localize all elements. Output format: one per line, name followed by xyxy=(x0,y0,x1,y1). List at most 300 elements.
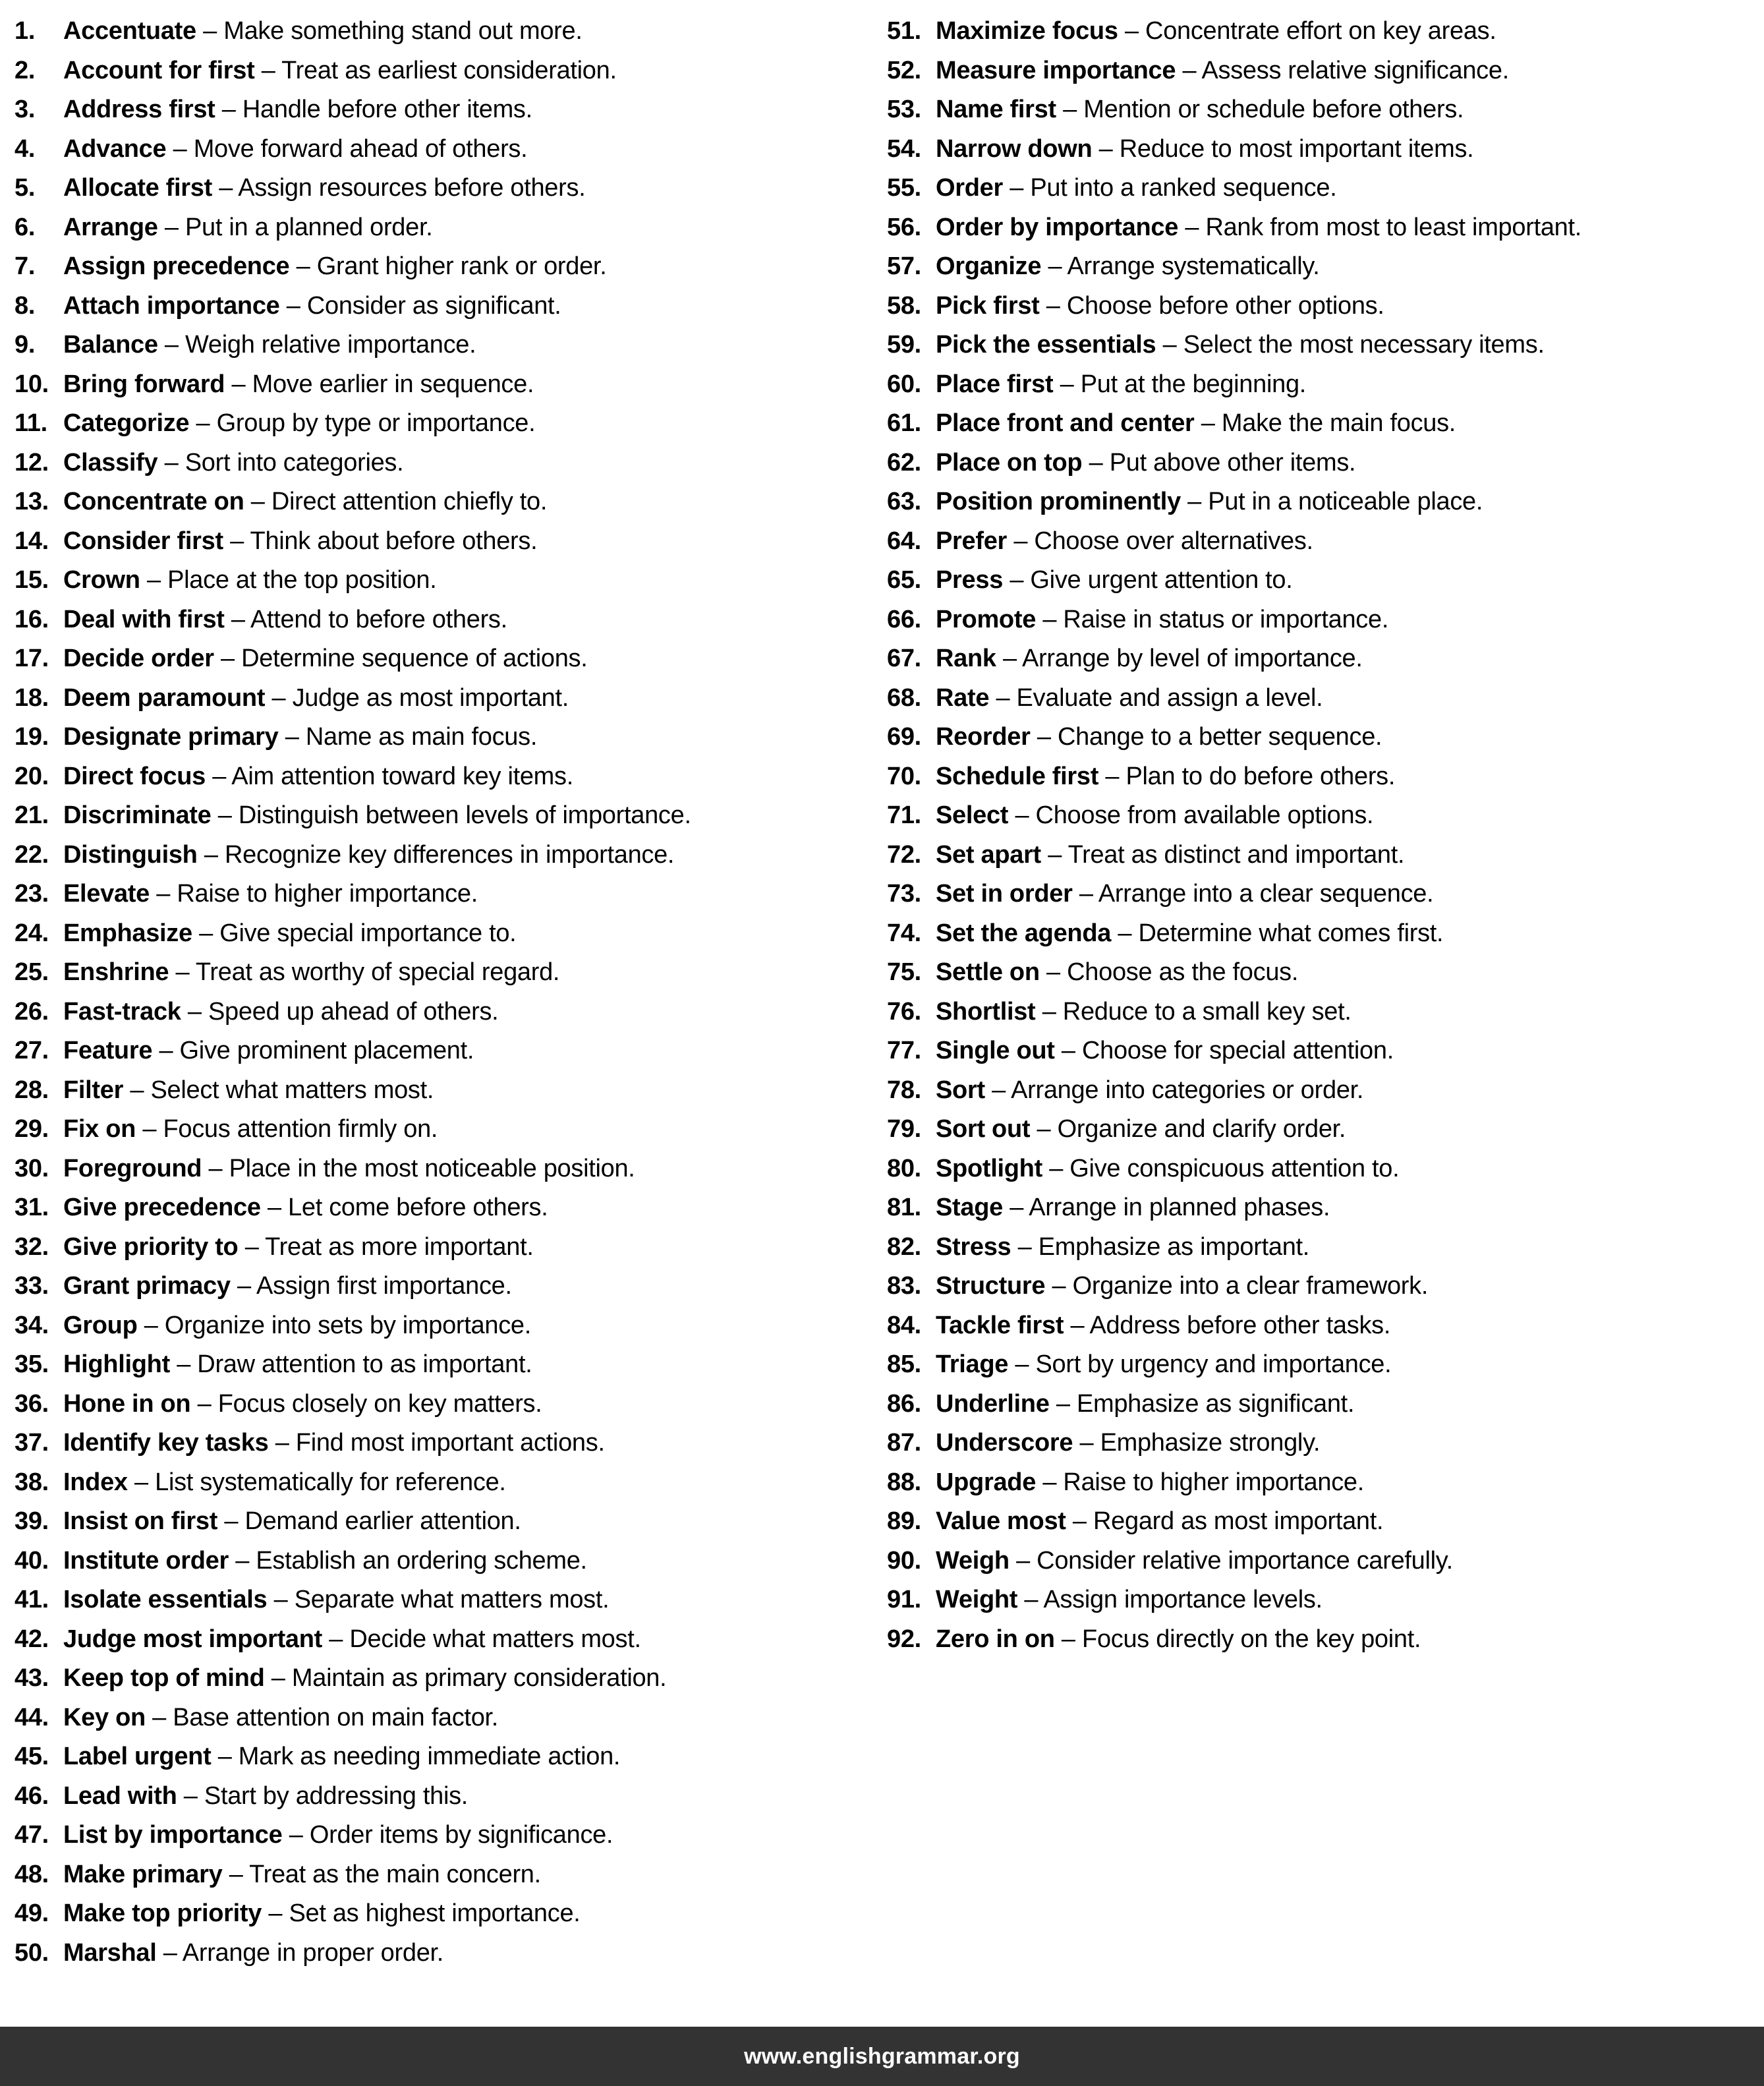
list-item-number: 16. xyxy=(14,605,49,633)
list-item-body xyxy=(63,247,872,287)
list-item xyxy=(887,1345,1757,1385)
list-item xyxy=(887,796,1757,836)
list-item xyxy=(14,1855,872,1895)
list-item-term: Tackle first xyxy=(936,1311,1064,1339)
list-item-definition: Choose for special attention. xyxy=(1082,1037,1394,1064)
list-item-term: Concentrate on xyxy=(63,488,244,515)
list-item-term: Address first xyxy=(63,96,215,123)
list-item-number: 75. xyxy=(887,958,921,986)
list-item-term: Deal with first xyxy=(63,605,225,633)
list-item-dash: – xyxy=(220,645,235,672)
list-item-dash: – xyxy=(1201,409,1215,437)
list-item-term: Discriminate xyxy=(63,801,212,829)
list-item-dash: – xyxy=(217,801,232,829)
list-item-dash: – xyxy=(1042,605,1057,633)
list-item-dash: – xyxy=(275,1429,289,1457)
list-item-body xyxy=(936,1110,1757,1149)
list-item-body xyxy=(936,993,1757,1032)
list-item-number: 35. xyxy=(14,1350,49,1378)
list-item-term: Balance xyxy=(63,331,158,359)
list-item xyxy=(887,1031,1757,1071)
list-item-number: 91. xyxy=(887,1586,921,1613)
list-item-body xyxy=(63,1659,872,1698)
list-item-number: 6. xyxy=(14,213,36,241)
list-item-definition: Decide what matters most. xyxy=(349,1625,641,1653)
list-item-number: 48. xyxy=(14,1860,49,1888)
list-item-definition: Assign resources before others. xyxy=(238,174,586,202)
list-item-definition: Name as main focus. xyxy=(305,723,538,751)
list-item-number: 49. xyxy=(14,1899,49,1927)
list-item xyxy=(14,1031,872,1071)
list-item xyxy=(14,365,872,405)
list-item xyxy=(14,1424,872,1463)
list-item-number: 67. xyxy=(887,645,921,672)
list-item-body xyxy=(936,796,1757,836)
list-item-number: 27. xyxy=(14,1037,49,1064)
list-item-dash: – xyxy=(1042,1468,1057,1496)
list-item xyxy=(887,1502,1757,1542)
list-item-term: Spotlight xyxy=(936,1154,1042,1182)
list-item xyxy=(887,718,1757,757)
list-item-dash: – xyxy=(1061,1037,1075,1064)
list-item-dash: – xyxy=(144,1311,158,1339)
list-item-body xyxy=(63,718,872,757)
list-item-dash: – xyxy=(271,683,286,712)
list-item-term: Institute order xyxy=(63,1546,229,1575)
list-item-body xyxy=(936,51,1757,91)
list-item-dash: – xyxy=(1052,1272,1066,1300)
list-item-body xyxy=(63,639,872,679)
list-item-dash: – xyxy=(217,1743,232,1770)
list-item-term: Advance xyxy=(63,134,167,163)
list-item-dash: – xyxy=(1013,527,1028,555)
list-item-term: Zero in on xyxy=(936,1625,1055,1653)
list-item-number: 24. xyxy=(14,919,49,947)
list-item-body xyxy=(63,1071,872,1111)
list-item-term: Emphasize xyxy=(63,919,192,947)
list-item-number: 90. xyxy=(887,1546,921,1575)
list-item-term: Order by importance xyxy=(936,213,1179,241)
list-item-term: Enshrine xyxy=(63,958,169,986)
list-item-dash: – xyxy=(1098,134,1113,163)
list-item-term: Stress xyxy=(936,1232,1011,1261)
list-item-body xyxy=(63,1110,872,1149)
list-item-number: 3. xyxy=(14,96,36,123)
list-item-term: Accentuate xyxy=(63,17,196,45)
list-item-term: Organize xyxy=(936,252,1042,280)
list-item-term: Classify xyxy=(63,448,158,477)
list-item-term: Name first xyxy=(936,96,1056,123)
list-item-term: Select xyxy=(936,801,1009,829)
list-item xyxy=(14,130,872,169)
list-item-number: 59. xyxy=(887,331,921,359)
list-item-term: Assign precedence xyxy=(63,252,290,280)
list-item-dash: – xyxy=(267,1194,281,1221)
list-item-number: 55. xyxy=(887,174,921,202)
list-item xyxy=(887,365,1757,405)
list-item-definition: Make the main focus. xyxy=(1221,409,1456,437)
list-item-dash: – xyxy=(273,1586,288,1613)
list-item-number: 31. xyxy=(14,1194,49,1221)
list-item-definition: Base attention on main factor. xyxy=(173,1703,499,1731)
list-item-term: Pick first xyxy=(936,291,1040,320)
list-item-number: 66. xyxy=(887,605,921,633)
list-item-term: Set apart xyxy=(936,840,1041,869)
list-item-term: Measure importance xyxy=(936,56,1176,84)
list-item-definition: Put into a ranked sequence. xyxy=(1030,174,1337,202)
list-item-dash: – xyxy=(212,762,227,790)
list-item-term: Make primary xyxy=(63,1860,223,1888)
list-item xyxy=(887,679,1757,718)
list-item-term: Decide order xyxy=(63,645,214,672)
list-item-definition: Choose over alternatives. xyxy=(1034,527,1313,555)
list-item-dash: – xyxy=(1016,1546,1030,1575)
list-item-body xyxy=(936,130,1757,169)
list-item-dash: – xyxy=(229,1860,243,1888)
list-item-number: 13. xyxy=(14,488,49,515)
list-item xyxy=(14,326,872,365)
list-item-term: Set in order xyxy=(936,880,1073,908)
list-item-body xyxy=(936,679,1757,718)
list-item xyxy=(887,130,1757,169)
list-item-body xyxy=(936,482,1757,522)
list-item xyxy=(14,12,872,51)
list-item-definition: Start by addressing this. xyxy=(204,1782,469,1810)
list-item-body xyxy=(63,1894,872,1934)
list-item-term: Key on xyxy=(63,1703,146,1731)
list-item-definition: Organize into a clear framework. xyxy=(1072,1272,1429,1300)
list-item-body xyxy=(63,993,872,1032)
list-item-body xyxy=(63,404,872,444)
list-item-body xyxy=(936,365,1757,405)
list-item-term: Designate primary xyxy=(63,723,279,751)
list-item-term: Position prominently xyxy=(936,488,1181,515)
list-item-number: 70. xyxy=(887,762,921,790)
list-item-number: 62. xyxy=(887,448,921,477)
list-item-dash: – xyxy=(196,409,210,437)
list-item xyxy=(14,404,872,444)
list-item-definition: Give urgent attention to. xyxy=(1030,566,1293,594)
list-item-term: Value most xyxy=(936,1507,1066,1535)
list-item-number: 53. xyxy=(887,96,921,123)
list-item-number: 64. xyxy=(887,527,921,555)
list-item-number: 76. xyxy=(887,997,921,1026)
list-item-number: 19. xyxy=(14,723,49,751)
list-item xyxy=(14,796,872,836)
list-item-dash: – xyxy=(197,1389,212,1418)
list-item xyxy=(14,482,872,522)
list-item-term: Schedule first xyxy=(936,762,1099,790)
list-item xyxy=(887,1228,1757,1267)
list-item-definition: Attend to before others. xyxy=(250,605,507,633)
list-item-number: 1. xyxy=(14,17,36,45)
list-item-body xyxy=(63,1855,872,1895)
list-item-body xyxy=(936,1345,1757,1385)
list-item-body xyxy=(936,1149,1757,1189)
list-item-dash: – xyxy=(1124,17,1139,45)
list-item-definition: Choose before other options. xyxy=(1066,291,1384,320)
list-item-definition: Organize and clarify order. xyxy=(1057,1115,1346,1143)
list-item-dash: – xyxy=(183,1782,198,1810)
list-item xyxy=(887,1542,1757,1581)
list-item-definition: Determine sequence of actions. xyxy=(241,645,588,672)
list-item-number: 23. xyxy=(14,880,49,908)
list-item-term: Reorder xyxy=(936,723,1031,751)
list-item-term: Shortlist xyxy=(936,997,1036,1026)
list-item-number: 57. xyxy=(887,252,921,280)
list-item-number: 4. xyxy=(14,134,36,163)
list-item-definition: Raise to higher importance. xyxy=(1063,1468,1365,1496)
list-item-body xyxy=(63,1385,872,1424)
list-item-dash: – xyxy=(1187,488,1202,515)
list-item-definition: Select the most necessary items. xyxy=(1183,331,1545,359)
list-item-definition: Mention or schedule before others. xyxy=(1083,96,1464,123)
list-item-definition: Grant higher rank or order. xyxy=(316,252,607,280)
list-item xyxy=(887,639,1757,679)
list-item-body xyxy=(63,444,872,483)
list-item-dash: – xyxy=(1060,370,1074,398)
list-item-dash: – xyxy=(1048,840,1062,869)
list-item-term: Rate xyxy=(936,683,990,712)
list-item-number: 11. xyxy=(14,409,47,437)
list-item-dash: – xyxy=(1118,919,1132,947)
list-item-definition: Maintain as primary consideration. xyxy=(291,1664,667,1692)
list-item-number: 28. xyxy=(14,1076,49,1104)
list-item-definition: Put above other items. xyxy=(1109,448,1356,477)
list-item-definition: Give prominent placement. xyxy=(179,1037,474,1064)
list-item-number: 79. xyxy=(887,1115,921,1143)
list-item-number: 37. xyxy=(14,1429,49,1457)
list-item-dash: – xyxy=(329,1625,343,1653)
list-item xyxy=(887,169,1757,208)
list-item xyxy=(887,90,1757,130)
list-item-term: Lead with xyxy=(63,1782,177,1810)
list-item-dash: – xyxy=(1185,213,1199,241)
list-item-number: 83. xyxy=(887,1272,921,1300)
list-item-dash: – xyxy=(230,527,244,555)
list-item-dash: – xyxy=(1010,174,1024,202)
list-item-dash: – xyxy=(1010,1194,1024,1221)
list-item xyxy=(887,522,1757,562)
list-item-definition: Place in the most noticeable position. xyxy=(229,1154,635,1182)
list-item-term: Give priority to xyxy=(63,1232,239,1261)
list-item-number: 84. xyxy=(887,1311,921,1339)
list-item-definition: Handle before other items. xyxy=(242,96,532,123)
list-item xyxy=(14,1385,872,1424)
list-item-body xyxy=(936,1306,1757,1346)
list-item-number: 17. xyxy=(14,645,49,672)
list-item-term: Underscore xyxy=(936,1429,1073,1457)
list-item-body xyxy=(936,718,1757,757)
footer-website-url[interactable]: www.englishgrammar.org xyxy=(744,2043,1020,2069)
list-item xyxy=(887,1385,1757,1424)
list-item-term: Account for first xyxy=(63,56,255,84)
list-item-body xyxy=(63,1424,872,1463)
list-item xyxy=(887,914,1757,954)
list-item-dash: – xyxy=(1089,448,1103,477)
list-item-body xyxy=(63,679,872,718)
list-item xyxy=(14,1306,872,1346)
list-item-body xyxy=(936,836,1757,875)
list-item-number: 8. xyxy=(14,291,36,320)
list-item-body xyxy=(63,757,872,797)
list-item-definition: Treat as worthy of special regard. xyxy=(195,958,560,986)
list-item-number: 25. xyxy=(14,958,49,986)
list-item-number: 58. xyxy=(887,291,921,320)
list-item-term: Press xyxy=(936,566,1004,594)
list-item-number: 60. xyxy=(887,370,921,398)
list-item-number: 30. xyxy=(14,1154,49,1182)
list-item-definition: Put in a noticeable place. xyxy=(1208,488,1483,515)
list-item xyxy=(14,1737,872,1777)
list-item-definition: Arrange by level of importance. xyxy=(1022,645,1363,672)
list-item-dash: – xyxy=(1072,1507,1087,1535)
list-item-term: Crown xyxy=(63,566,140,594)
list-item-term: Highlight xyxy=(63,1350,170,1378)
list-item-dash: – xyxy=(1049,1154,1064,1182)
list-item-body xyxy=(936,1463,1757,1503)
list-item-number: 33. xyxy=(14,1272,49,1300)
list-item-definition: Focus directly on the key point. xyxy=(1082,1625,1421,1653)
list-item-definition: Arrange into a clear sequence. xyxy=(1098,880,1434,908)
list-item-body xyxy=(63,287,872,326)
list-item-dash: – xyxy=(231,605,245,633)
list-item-body xyxy=(63,953,872,993)
list-item-definition: Give special importance to. xyxy=(219,919,517,947)
list-item-number: 81. xyxy=(887,1194,921,1221)
list-item-dash: – xyxy=(1010,566,1024,594)
list-item xyxy=(887,953,1757,993)
list-item-definition: Treat as distinct and important. xyxy=(1067,840,1405,869)
list-item-body xyxy=(63,1777,872,1816)
list-item-term: Fix on xyxy=(63,1115,136,1143)
list-item-number: 87. xyxy=(887,1429,921,1457)
list-item-body xyxy=(63,1580,872,1620)
list-item-number: 92. xyxy=(887,1625,921,1653)
list-item xyxy=(14,90,872,130)
list-item-definition: Judge as most important. xyxy=(292,683,569,712)
list-item-term: Identify key tasks xyxy=(63,1429,269,1457)
list-item-number: 14. xyxy=(14,527,49,555)
list-item-number: 12. xyxy=(14,448,49,477)
list-item-term: Marshal xyxy=(63,1938,157,1967)
list-item-body xyxy=(63,208,872,248)
list-item-definition: Choose as the focus. xyxy=(1067,958,1299,986)
list-item-dash: – xyxy=(996,683,1010,712)
list-item-definition: Move forward ahead of others. xyxy=(193,134,528,163)
list-item xyxy=(14,718,872,757)
list-item-body xyxy=(936,1385,1757,1424)
list-item-definition: Treat as the main concern. xyxy=(249,1860,541,1888)
list-item-dash: – xyxy=(152,1703,167,1731)
list-item xyxy=(14,1149,872,1189)
list-item xyxy=(14,1463,872,1503)
list-item-number: 89. xyxy=(887,1507,921,1535)
list-item-body xyxy=(63,836,872,875)
list-item xyxy=(887,561,1757,600)
list-item-definition: Regard as most important. xyxy=(1093,1507,1384,1535)
list-item-dash: – xyxy=(271,1664,285,1692)
list-item-definition: Put at the beginning. xyxy=(1080,370,1307,398)
list-item-term: Index xyxy=(63,1468,128,1496)
list-item xyxy=(887,1149,1757,1189)
list-item-body xyxy=(936,12,1757,51)
list-item-definition: Set as highest importance. xyxy=(289,1899,581,1927)
list-item-body xyxy=(936,1267,1757,1306)
list-item-definition: Concentrate effort on key areas. xyxy=(1145,17,1496,45)
list-item-body xyxy=(936,639,1757,679)
list-item-term: Distinguish xyxy=(63,840,198,869)
list-item xyxy=(14,1110,872,1149)
list-item-dash: – xyxy=(1024,1586,1038,1613)
list-item-body xyxy=(936,953,1757,993)
right-column xyxy=(876,0,1764,1659)
list-item xyxy=(887,1188,1757,1228)
list-item xyxy=(14,757,872,797)
list-item-definition: Order items by significance. xyxy=(309,1821,613,1849)
list-item-definition: Treat as earliest consideration. xyxy=(281,56,617,84)
list-item-definition: Group by type or importance. xyxy=(216,409,536,437)
list-item-dash: – xyxy=(1063,96,1077,123)
list-item-number: 7. xyxy=(14,252,36,280)
list-item-definition: Assess relative significance. xyxy=(1201,56,1509,84)
list-item-term: Rank xyxy=(936,645,996,672)
list-item-number: 29. xyxy=(14,1115,49,1143)
list-item-dash: – xyxy=(235,1546,250,1575)
list-item-definition: Focus closely on key matters. xyxy=(217,1389,542,1418)
list-item-number: 71. xyxy=(887,801,921,829)
list-item-body xyxy=(936,326,1757,365)
list-item xyxy=(14,1816,872,1855)
list-item-number: 36. xyxy=(14,1389,49,1418)
list-item-definition: Aim attention toward key items. xyxy=(231,762,573,790)
list-item-body xyxy=(63,51,872,91)
list-item-term: Sort xyxy=(936,1076,985,1104)
list-item xyxy=(14,875,872,914)
list-item-definition: Make something stand out more. xyxy=(223,17,583,45)
list-item-dash: – xyxy=(1079,1429,1094,1457)
list-item-body xyxy=(63,914,872,954)
list-item-number: 9. xyxy=(14,331,36,359)
list-item-definition: Plan to do before others. xyxy=(1125,762,1396,790)
list-item xyxy=(14,953,872,993)
list-item xyxy=(887,757,1757,797)
list-item-dash: – xyxy=(159,1037,173,1064)
list-item-term: Insist on first xyxy=(63,1507,218,1535)
list-item-number: 2. xyxy=(14,56,36,84)
list-item-definition: Assign first importance. xyxy=(256,1272,512,1300)
list-item-number: 15. xyxy=(14,566,49,594)
list-item xyxy=(14,1542,872,1581)
list-item xyxy=(887,287,1757,326)
list-item xyxy=(887,208,1757,248)
list-item-term: Give precedence xyxy=(63,1194,261,1221)
list-item-term: Make top priority xyxy=(63,1899,262,1927)
list-item-body xyxy=(63,130,872,169)
list-item-definition: List systematically for reference. xyxy=(155,1468,506,1496)
list-item xyxy=(887,1267,1757,1306)
list-item xyxy=(14,1188,872,1228)
list-item-number: 38. xyxy=(14,1468,49,1496)
list-item-dash: – xyxy=(296,252,310,280)
list-item-term: Settle on xyxy=(936,958,1040,986)
list-item xyxy=(14,1345,872,1385)
list-item-definition: Evaluate and assign a level. xyxy=(1016,683,1323,712)
list-item xyxy=(14,1267,872,1306)
list-item-definition: Sort by urgency and importance. xyxy=(1035,1350,1392,1378)
list-item-definition: Think about before others. xyxy=(250,527,538,555)
list-item xyxy=(14,1934,872,1973)
